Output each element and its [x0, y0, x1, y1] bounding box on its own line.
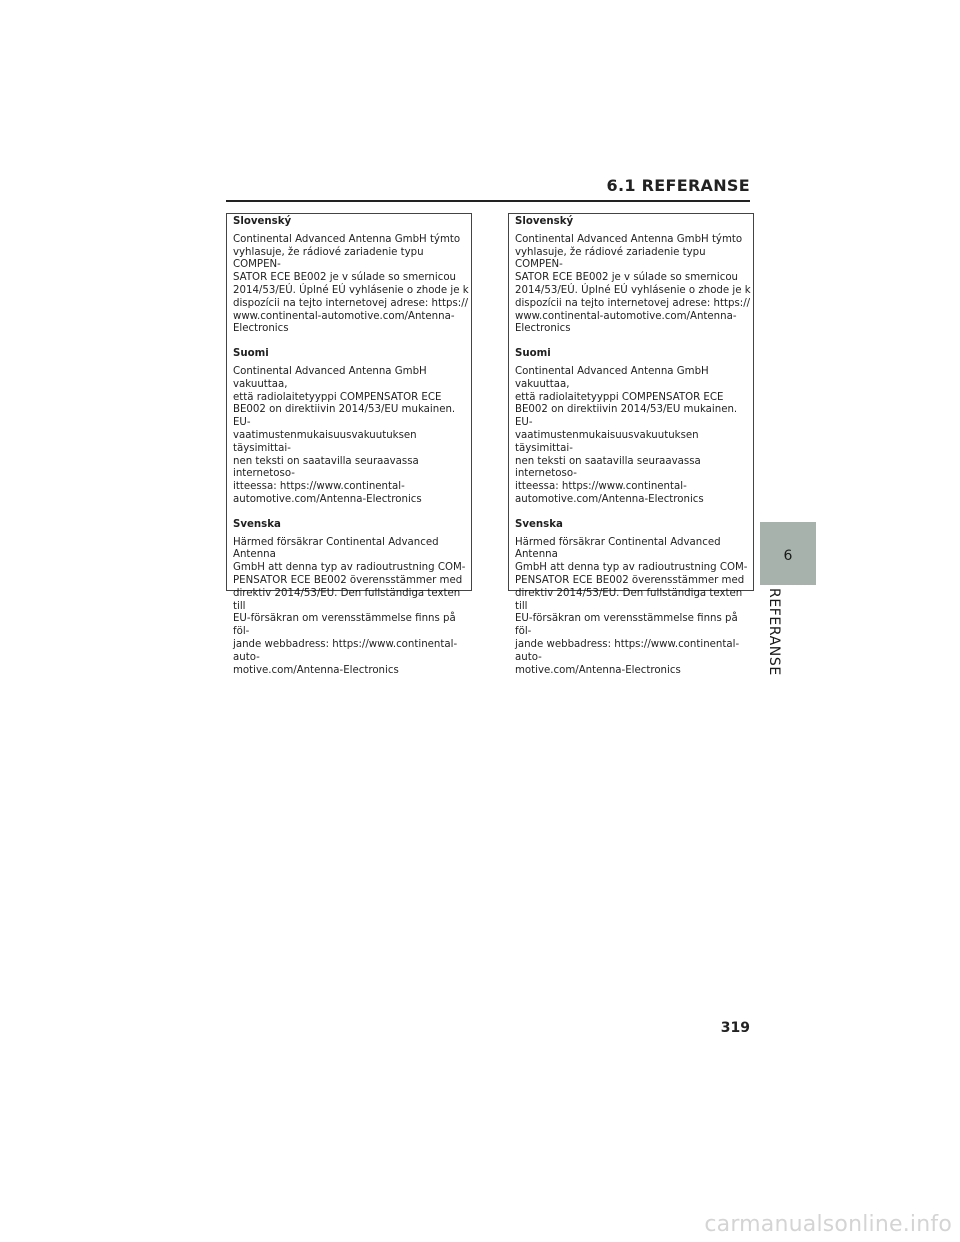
declaration-text-swedish: Härmed försäkrar Continental Advanced Antenna GmbH att denna typ av radioutrustning COM- PENSATOR ECE BE002 överensstämmer med direktiv 2014/53/EU. Den fullständiga texten till EU-försäkran om verensstämmelse finns på föl- jande webbadress: https://www.continental-auto- motive.com/Antenna-Electronics — [233, 536, 466, 676]
language-heading-finnish: Suomi — [233, 348, 269, 360]
section-title: 6.1 REFERANSE — [606, 176, 750, 195]
language-heading-slovak: Slovenský — [233, 216, 292, 227]
language-heading-swedish: Svenska — [233, 518, 281, 530]
watermark: carmanualsonline.info — [704, 1212, 952, 1237]
language-heading-swedish: Svenska — [515, 518, 563, 530]
declaration-text-slovak: Continental Advanced Antenna GmbH týmto vyhlasuje, že rádiové zariadenie typu COMPEN- SATOR ECE BE002 je v súlade so smernicou 2014/53/EÚ. Úplné EÚ vyhlásenie o zhode je k dispozícii na tejto internetovej adrese: https:// www.continental-automotive.com/Antenna- Electronics — [233, 233, 469, 335]
chapter-tab[interactable] — [760, 522, 816, 585]
language-heading-finnish: Suomi — [515, 348, 551, 360]
declaration-text-finnish: Continental Advanced Antenna GmbH vakuuttaa, että radiolaitetyyppi COMPENSATOR ECE BE002 on direktiivin 2014/53/EU mukainen. EU- vaatimustenmukaisuusvakuutuksen täysimittai- nen teksti on saatavilla seuraavassa internetoso- itteessa: https://www.continental- automotive.com/Antenna-Electronics — [233, 365, 456, 505]
declaration-text-finnish: Continental Advanced Antenna GmbH vakuuttaa, että radiolaitetyyppi COMPENSATOR ECE BE002 on direktiivin 2014/53/EU mukainen. EU- vaatimustenmukaisuusvakuutuksen täysimittai- nen teksti on saatavilla seuraavassa internetoso- itteessa: https://www.continental- automotive.com/Antenna-Electronics — [515, 365, 738, 505]
chapter-number: 6 — [783, 548, 793, 564]
declaration-box-right — [508, 213, 754, 676]
header-divider — [226, 200, 750, 202]
page-number: 319 — [720, 1020, 750, 1036]
chapter-label: REFERANSE — [766, 588, 782, 676]
declaration-box-left — [226, 213, 472, 676]
declaration-text-swedish: Härmed försäkrar Continental Advanced Antenna GmbH att denna typ av radioutrustning COM- PENSATOR ECE BE002 överensstämmer med direktiv 2014/53/EU. Den fullständiga texten till EU-försäkran om verensstämmelse finns på föl- jande webbadress: https://www.continental-auto- motive.com/Antenna-Electronics — [515, 536, 748, 676]
declaration-text-slovak: Continental Advanced Antenna GmbH týmto vyhlasuje, že rádiové zariadenie typu COMPEN- SATOR ECE BE002 je v súlade so smernicou 2014/53/EÚ. Úplné EÚ vyhlásenie o zhode je k dispozícii na tejto internetovej adrese: https:// www.continental-automotive.com/Antenna- Electronics — [515, 233, 751, 335]
language-heading-slovak: Slovenský — [515, 216, 574, 227]
